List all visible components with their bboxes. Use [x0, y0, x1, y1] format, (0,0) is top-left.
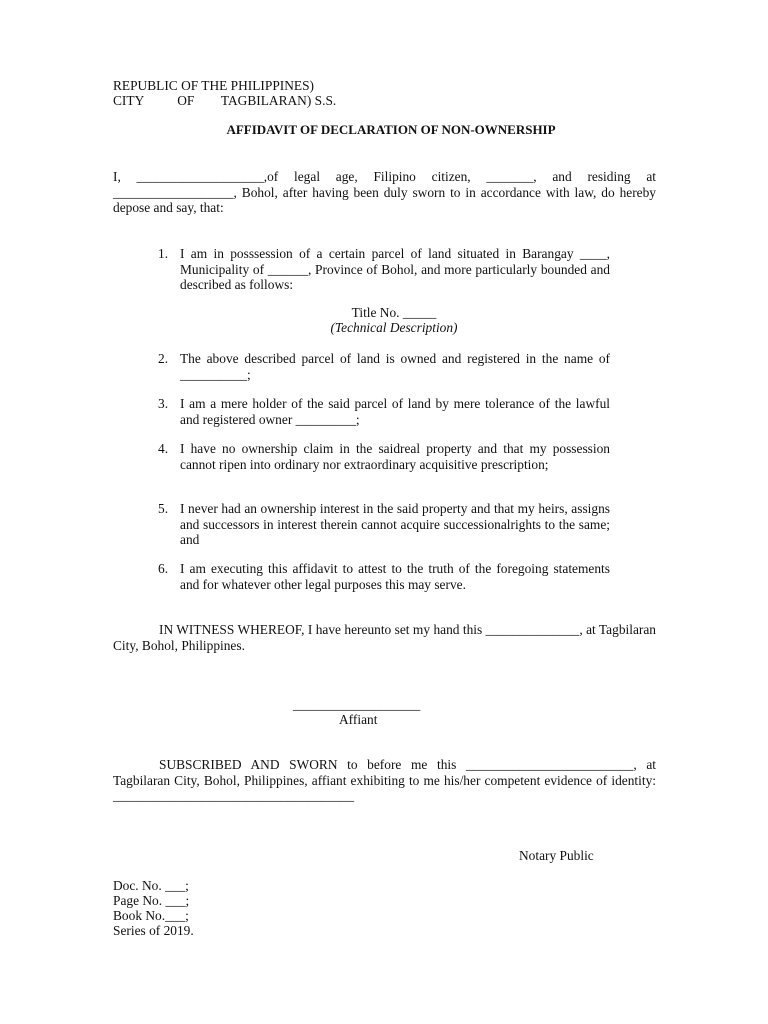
item-text: I have no ownership claim in the saidreal property and that my possession cannot ripen into ordinary nor extraordinary acquisitive prescription; — [180, 441, 610, 472]
item-text: I am a mere holder of the said parcel of land by mere tolerance of the lawful and registered owner _________; — [180, 396, 610, 427]
book-number: Book No.___; — [113, 908, 189, 923]
title-number: Title No. _____ — [351, 305, 437, 320]
list-item — [158, 396, 610, 427]
item-text: I never had an ownership interest in the said property and that my heirs, assigns and successors in interest therein cannot acquire successionalrights to the same; and — [180, 501, 610, 547]
item-number: 1. — [158, 246, 169, 261]
doc-number: Doc. No. ___; — [113, 878, 189, 893]
caption-city: CITY OF TAGBILARAN) S.S. — [113, 93, 337, 108]
document-title: AFFIDAVIT OF DECLARATION OF NON-OWNERSHIP — [226, 122, 556, 137]
series-year: Series of 2019. — [113, 923, 194, 938]
item-number: 2. — [158, 351, 169, 366]
affiant-signature-line: ___________________ — [293, 697, 421, 712]
item-number: 6. — [158, 561, 169, 576]
witness-paragraph: IN WITNESS WHEREOF, I have hereunto set my hand this ______________, at Tagbilaran City, Bohol, Philippines. — [113, 622, 656, 653]
list-item — [158, 561, 610, 592]
item-number: 3. — [158, 396, 169, 411]
affiant-label: Affiant — [339, 712, 378, 727]
item-number: 4. — [158, 441, 169, 456]
notary-public-label: Notary Public — [519, 848, 594, 863]
item-number: 5. — [158, 501, 169, 516]
item-text: I am executing this affidavit to attest to the truth of the foregoing statements and for whatever other legal purposes this may serve. — [180, 561, 610, 592]
page-number: Page No. ___; — [113, 893, 190, 908]
caption-republic: REPUBLIC OF THE PHILIPPINES) — [113, 78, 315, 93]
list-item — [158, 501, 610, 548]
item-text: The above described parcel of land is owned and registered in the name of __________; — [180, 351, 610, 382]
list-item — [158, 246, 610, 293]
item-text: I am in posssession of a certain parcel of land situated in Barangay ____, Municipality of ______, Province of Bohol, and more particularly bounded and described as follows: — [180, 246, 610, 292]
list-item — [158, 441, 610, 472]
jurat-paragraph: SUBSCRIBED AND SWORN to before me this _________________________, at Tagbilaran City, Bohol, Philippines, affiant exhibiting to me his/her competent evidence of identity: ____________________________________ — [113, 757, 656, 803]
intro-paragraph: I, ___________________,of legal age, Filipino citizen, _______, and residing at __________________, Bohol, after having been duly sworn to in accordance with law, do hereby depose and say, that: — [113, 169, 656, 215]
technical-description: (Technical Description) — [330, 320, 458, 335]
list-item — [158, 351, 610, 382]
